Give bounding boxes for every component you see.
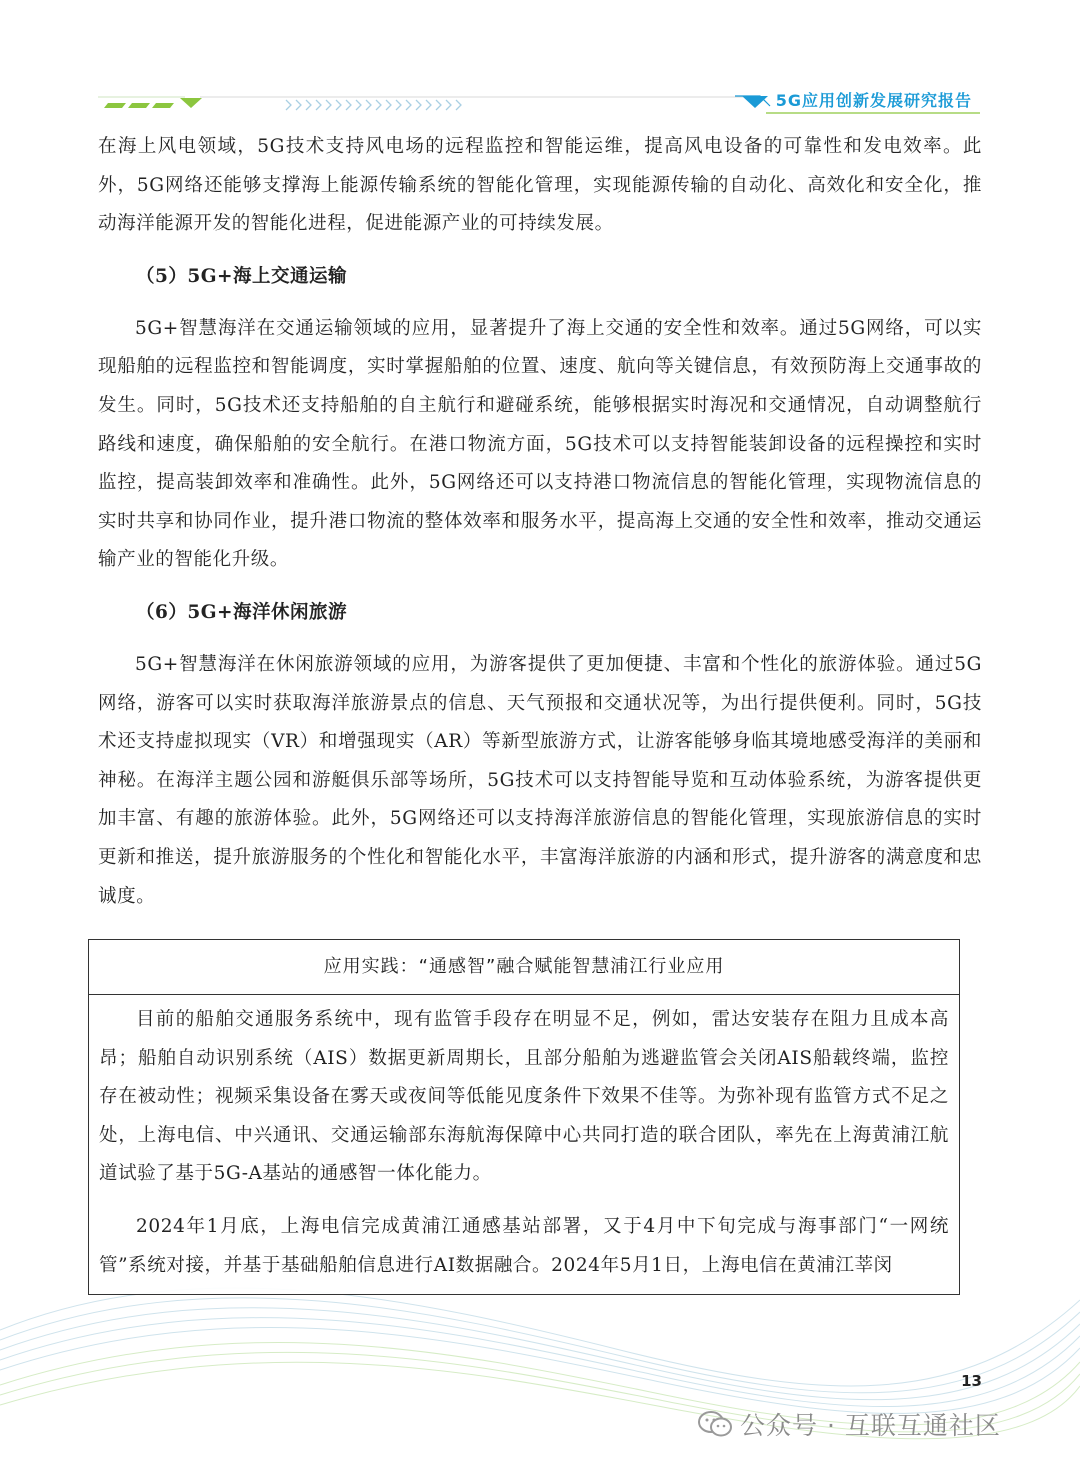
- case-study-box: [88, 939, 960, 1295]
- wechat-watermark: [698, 1404, 1001, 1444]
- case-study-paragraph: 目前的船舶交通服务系统中，现有监管手段存在明显不足，例如，雷达安装存在阻力且成本高昂；船舶自动识别系统（AIS）数据更新周期长，且部分船舶为逃避监管会关闭AIS船载终端，监控存在被动性；视频采集设备在雾天或夜间等低能见度条件下效果不佳等。为弥补现有监管方式不足之处，上海电信、中兴通讯、交通运输部东海航海保障中心共同打造的联合团队，率先在上海黄浦江航道试验了基于5G-A基站的通感智一体化能力。: [99, 1009, 949, 1185]
- case-study-paragraph: 2024年1月底，上海电信完成黄浦江通感基站部署，又于4月中下旬完成与海事部门“一网统管”系统对接，并基于基础船舶信息进行AI数据融合。2024年5月1日，上海电信在黄浦江莘闵: [99, 1215, 949, 1276]
- section-paragraph-marine-tourism: 5G+智慧海洋在休闲旅游领域的应用，为游客提供了更加便捷、丰富和个性化的旅游体验。通过5G网络，游客可以实时获取海洋旅游景点的信息、天气预报和交通状况等，为出行提供便利。同时，5G技术还支持虚拟现实（VR）和增强现实（AR）等新型旅游方式，让游客能够身临其境地感受海洋的美丽和神秘。在海洋主题公园和游艇俱乐部等场所，5G技术可以支持智能导览和互动体验系统，为游客提供更加丰富、有趣的旅游体验。此外，5G网络还可以支持海洋旅游信息的智能化管理，实现旅游信息的实时更新和推送，提升旅游服务的个性化和智能化水平，丰富海洋旅游的内涵和形式，提升游客的满意度和忠诚度。: [98, 653, 982, 907]
- wechat-icon: [698, 1410, 732, 1438]
- section-heading-maritime-transport: （5）5G+海上交通运输: [136, 265, 348, 287]
- main-content: [98, 128, 982, 916]
- watermark-text: 公众号 · 互联互通社区: [740, 1411, 1001, 1440]
- case-study-body: [89, 995, 959, 1285]
- intro-paragraph: 在海上风电领域，5G技术支持风电场的远程监控和智能运维，提高风电设备的可靠性和发电效率。此外，5G网络还能够支撑海上能源传输系统的智能化管理，实现能源传输的自动化、高效化和安全化，推动海洋能源开发的智能化进程，促进能源产业的可持续发展。: [98, 136, 982, 235]
- section-paragraph-maritime-transport: 5G+智慧海洋在交通运输领域的应用，显著提升了海上交通的安全性和效率。通过5G网络，可以实现船舶的远程监控和智能调度，实时掌握船舶的位置、速度、航向等关键信息，有效预防海上交通事故的发生。同时，5G技术还支持船舶的自主航行和避碰系统，能够根据实时海况和交通情况，自动调整航行路线和速度，确保船舶的安全航行。在港口物流方面，5G技术可以支持智能装卸设备的远程操控和实时监控，提高装卸效率和准确性。此外，5G网络还可以支持港口物流信息的智能化管理，实现物流信息的实时共享和协同作业，提升港口物流的整体效率和服务水平，提高海上交通的安全性和效率，推动交通运输产业的智能化升级。: [98, 317, 982, 571]
- case-study-title: 应用实践：“通感智”融合赋能智慧浦江行业应用: [89, 940, 959, 995]
- page-number: 13: [961, 1372, 982, 1390]
- report-title: 5G应用创新发展研究报告: [775, 91, 972, 110]
- section-heading-marine-tourism: （6）5G+海洋休闲旅游: [136, 601, 348, 623]
